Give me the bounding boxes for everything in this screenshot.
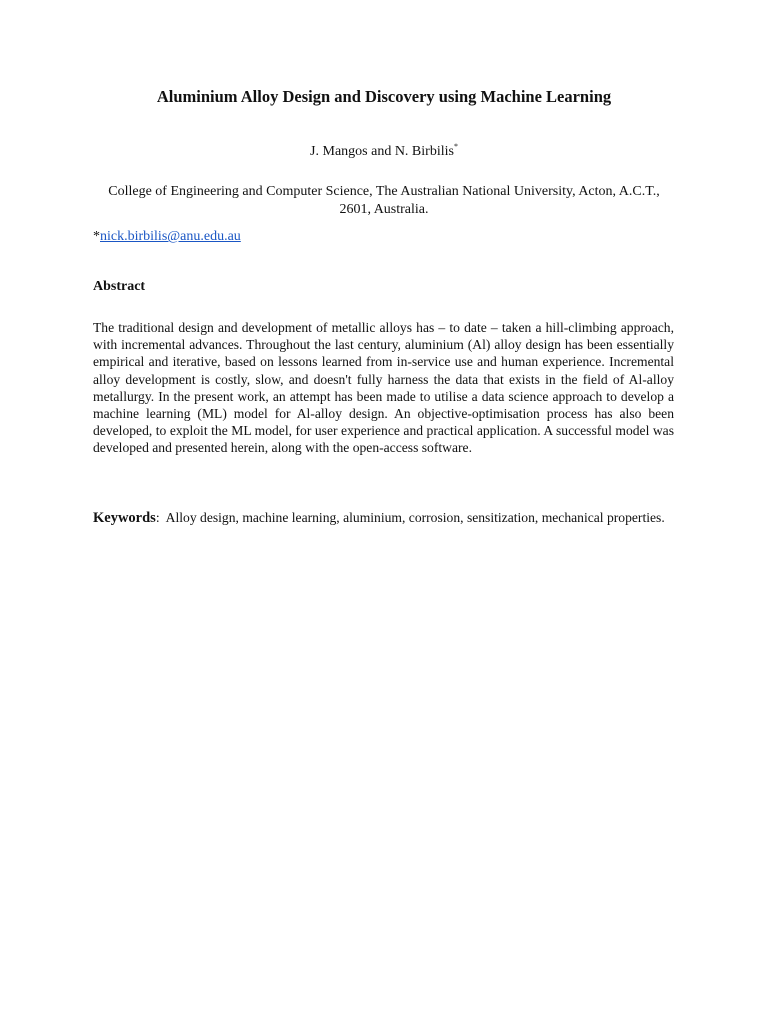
abstract-body: The traditional design and development of metallic alloys has – to date – taken a hill-climbing approach, with incremental advances. Throughout the last century, aluminium (Al) alloy design has been essentially empirical and iterative, based on lessons learned from in-service use and human experience. Incremental alloy development is costly, slow, and doesn't fully harness the data that exists in the field of Al-alloy metallurgy. In the present work, an attempt has been made to utilise a data science approach to develop a machine learning (ML) model for Al-alloy design. An objective-optimisation process has also been developed, to exploit the ML model, for user experience and practical application. A successful model was developed and presented herein, along with the open-access software.: [93, 320, 674, 456]
keywords-text: Alloy design, machine learning, aluminium, corrosion, sensitization, mechanical properties.: [165, 510, 665, 525]
email-link[interactable]: nick.birbilis@anu.edu.au: [100, 229, 241, 244]
keywords-separator: :: [155, 510, 160, 525]
paper-title: Aluminium Alloy Design and Discovery using Machine Learning: [156, 87, 612, 106]
abstract-heading: Abstract: [93, 279, 146, 294]
corresponding-marker: *: [93, 229, 100, 244]
author-asterisk: *: [453, 142, 458, 151]
authors: J. Mangos and N. Birbilis: [310, 144, 454, 159]
affiliation: College of Engineering and Computer Science, The Australian National University, Acton, A.C.T., 2601, Australia.: [108, 184, 660, 217]
author-line: [0, 143, 768, 161]
keywords-label: Keywords: [93, 510, 156, 526]
keywords-paragraph: [93, 509, 674, 527]
corresponding-email-line: [93, 228, 241, 246]
